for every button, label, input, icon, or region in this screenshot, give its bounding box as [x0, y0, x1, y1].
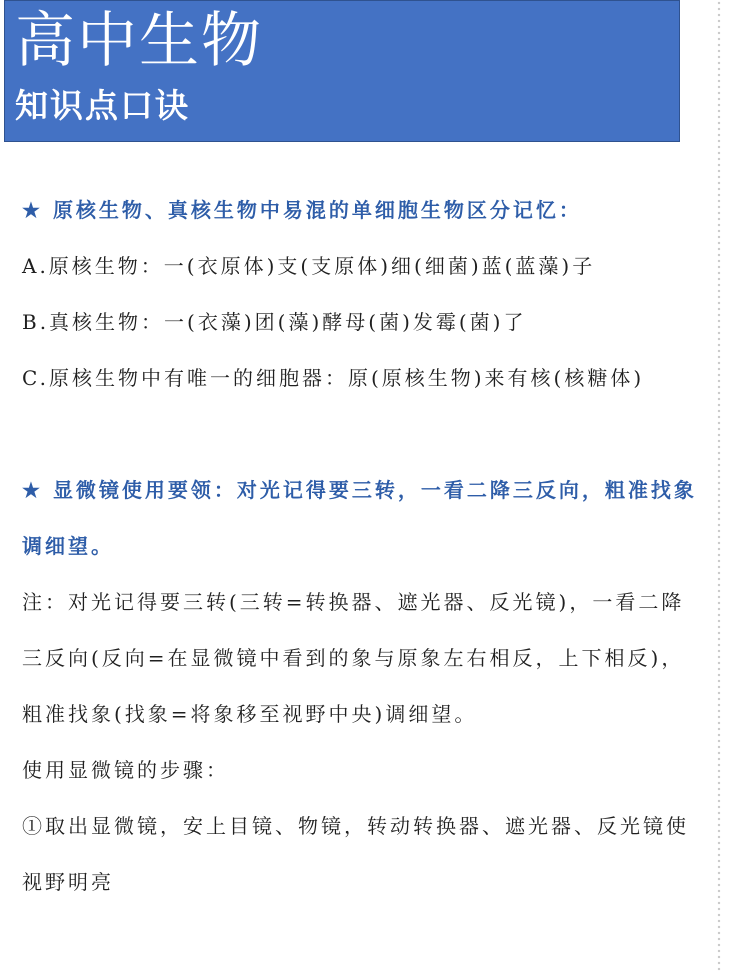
- star-icon: ★: [22, 478, 43, 502]
- section-spacer: [22, 406, 704, 462]
- dotted-border: [716, 0, 722, 973]
- section1-line-c: C.原核生物中有唯一的细胞器：原(原核生物)来有核(核糖体): [22, 366, 645, 390]
- steps-title: 使用显微镜的步骤：: [22, 758, 229, 782]
- page-title: 高中生物: [15, 6, 263, 76]
- section2-heading: [22, 462, 704, 574]
- section1-heading: [22, 182, 704, 238]
- section2-heading-text: 显微镜使用要领：对光记得要三转，一看二降三反向，粗准找象调细望。: [22, 478, 697, 558]
- star-icon: ★: [22, 198, 43, 222]
- section1-heading-text: 原核生物、真核生物中易混的单细胞生物区分记忆：: [52, 198, 582, 222]
- section2-note: 注：对光记得要三转(三转=转换器、遮光器、反光镜)，一看二降三反向(反向=在显微镜中看到的象与原象左右相反，上下相反)，粗准找象(找象=将象移至视野中央)调细望。: [22, 590, 685, 726]
- step-1: ①取出显微镜，安上目镜、物镜，转动转换器、遮光器、反光镜使视野明亮: [22, 814, 689, 894]
- document-body: [22, 182, 704, 910]
- page-subtitle: 知识点口诀: [15, 86, 190, 125]
- section1-line-b: B.真核生物：一(衣藻)团(藻)酵母(菌)发霉(菌)了: [22, 310, 527, 334]
- title-banner: [4, 0, 680, 142]
- section1-line-a: A.原核生物：一(衣原体)支(支原体)细(细菌)蓝(蓝藻)子: [22, 254, 596, 278]
